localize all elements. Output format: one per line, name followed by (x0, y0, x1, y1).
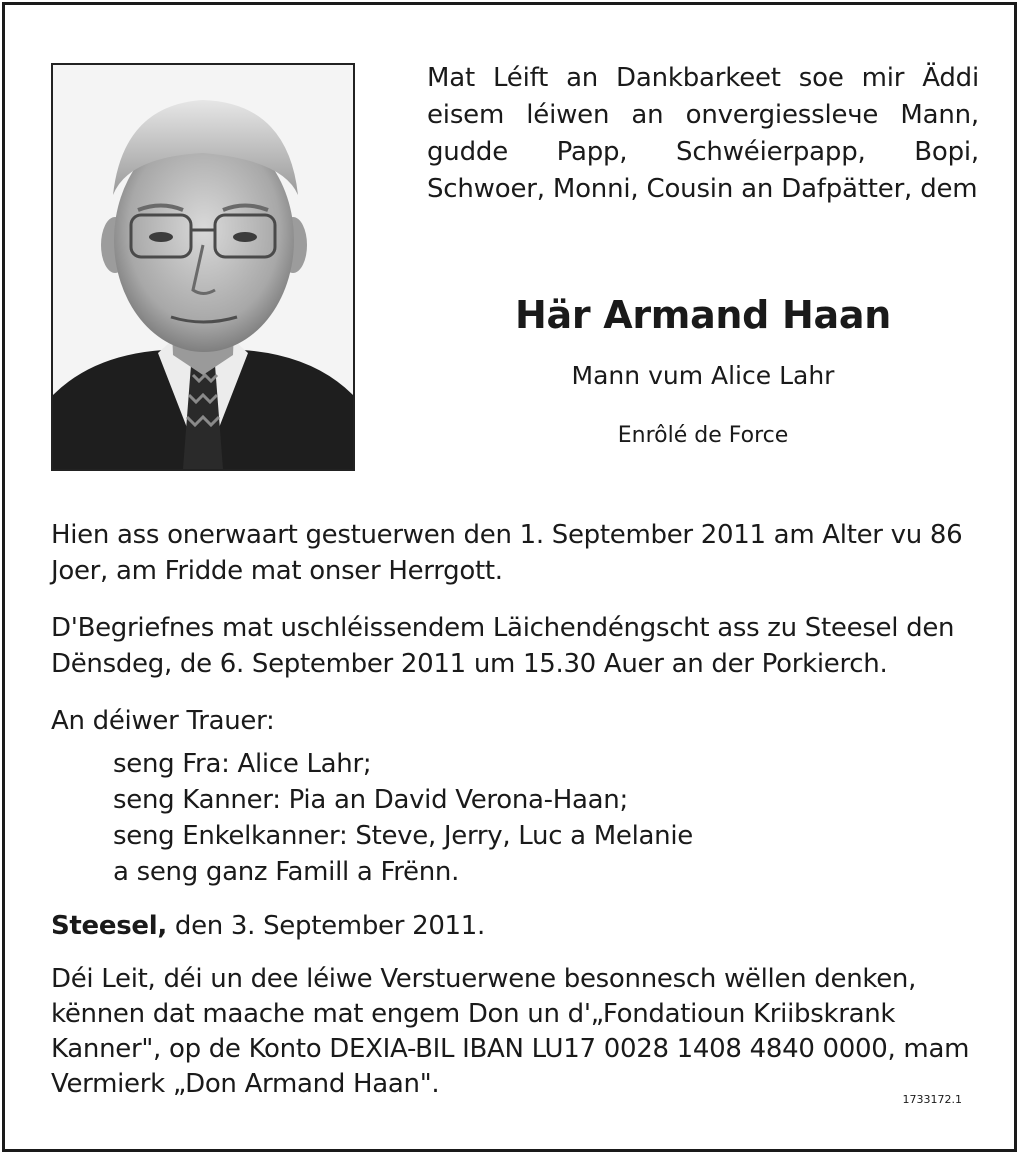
mourner-line: seng Fra: Alice Lahr; (113, 749, 372, 779)
mourner-line: seng Enkelkanner: Steve, Jerry, Luc a Melanie (113, 821, 693, 851)
death-announcement: Hien ass onerwaart gestuerwen den 1. September 2011 am Alter vu 86 Joer, am Fridde mat onser Herrgott. (51, 520, 963, 586)
intro-text: Mat Léift an Dankbarkeet soe mir Äddi eisem léiwen an onvergiesslече Mann, gudde Papp, Schwéierpapp, Bopi, Schwoer, Monni, Cousin an Dafpätter, dem (427, 63, 979, 204)
deceased-name: Här Armand Haan (515, 293, 891, 337)
funeral-details: D'Begriefnes mat uschléissendem Läichendéngscht ass zu Steesel den Dënsdeg, de 6. September 2011 um 15.30 Auer an der Porkierch. (51, 613, 955, 679)
spouse-line: Mann vum Alice Lahr (571, 361, 835, 390)
place-date-line (51, 911, 485, 941)
status-line: Enrôlé de Force (617, 423, 789, 448)
place-name: Steesel, (51, 911, 167, 941)
donation-text: Déi Leit, déi un dee léiwe Verstuerwene besonnesch wëllen denken, kënnen dat maache mat engem Don un d'„Fondatioun Kriibskrank Kanner", op de Konto DEXIA-BIL IBAN LU17 0028 1408 4840 0000, mam Vermierk „Don Armand Haan". (51, 964, 970, 1099)
mourner-line: a seng ganz Famill a Frënn. (113, 857, 460, 887)
obituary-notice (2, 2, 1017, 1152)
mourners-list (113, 746, 693, 890)
reference-number: 1733172.1 (902, 1093, 962, 1106)
mourning-heading: An déiwer Trauer: (51, 706, 275, 736)
portrait-photo (51, 63, 355, 471)
notice-date: den 3. September 2011. (166, 911, 486, 941)
mourner-line: seng Kanner: Pia an David Verona-Haan; (113, 785, 628, 815)
